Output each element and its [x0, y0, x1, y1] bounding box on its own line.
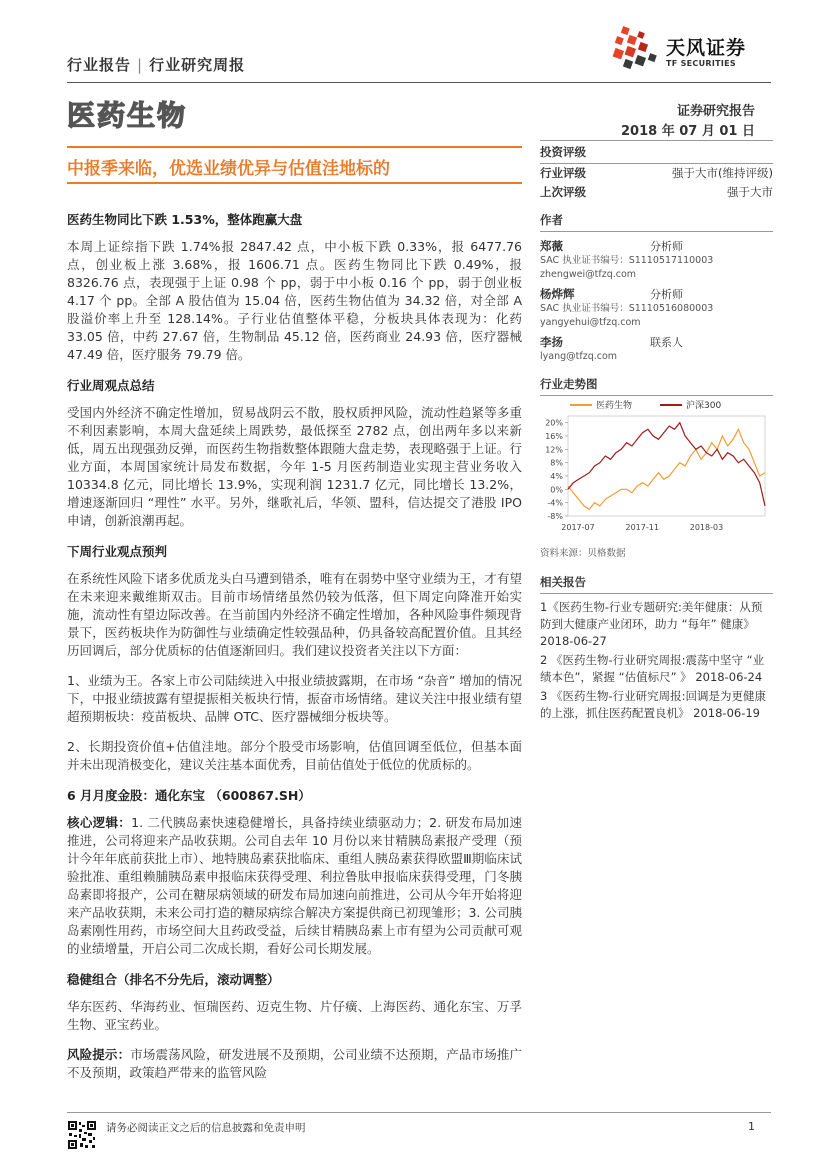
author-entry [540, 286, 773, 330]
author-cert: SAC 执业证书编号：S1110517110003 [540, 255, 714, 266]
x-tick-label: 2018-03 [689, 523, 724, 532]
section-body-portfolio: 华东医药、华海药业、恒瑞医药、迈克生物、片仔癀、上海医药、通化东宝、万孚生物、亚宝药业。 [67, 999, 522, 1032]
footer-divider [67, 1112, 771, 1113]
report-subtype-label: 行业研究周报 [149, 56, 246, 74]
author-role: 联系人 [650, 336, 683, 349]
author-email[interactable]: zhengwei@tfzq.com [540, 269, 637, 280]
author-name: 郑薇 [540, 239, 563, 253]
section-body-weekly: 本周上证综指下跌 1.74%报 2847.42 点，中小板下跌 0.33%，报 6477.76 点，创业板上涨 3.68%，报 1606.71 点。医药生物同比下跌 0.49%，报 8326.76 点，表现强于上证 0.98 个 pp，弱于中小板 0.16 个 pp，弱于创业板 4.17 个 pp。全部 A 股估值为 15.04 倍，医药生物估值为 34.32 倍，对全部 A 股溢价率上升至 128.14%。子行业估值整体平稳，分板块具体表现为：化药 33.05 倍，中药 27.67 倍，生物制品 45.12 倍，医药商业 24.93 倍，医疗器械 47.49 倍，医疗服务 79.79 倍。 [67, 239, 522, 362]
y-tick-label: -4% [547, 498, 563, 508]
rating-row-current [540, 164, 773, 183]
y-tick-label: 16% [545, 432, 563, 441]
author-entry [540, 238, 773, 282]
trend-block [540, 376, 773, 396]
rating-divider-top [540, 140, 773, 141]
industry-title: 医药生物 [67, 99, 188, 132]
section-body-forecast: 在系统性风险下诸多优质龙头白马遭到错杀，唯有在弱势中坚守业绩为王，才有望在未来迎来戴维斯双击。目前市场情绪虽然仍较为低落，但下周定向降准开始实施，流动性有望边际改善。在当前国内外经济不确定性增加，各种风险事件频现背景下，医药板块作为防御性与业绩确定性较强品种，仍具备较高配置价值。且其经历回调后，部分优质标的估值逐渐回归。我们建议投资者关注以下方面： [67, 571, 522, 658]
main-content [67, 210, 522, 1094]
related-title: 相关报告 [540, 575, 586, 589]
legend-label: 沪深300 [686, 401, 722, 411]
author-name: 李扬 [540, 335, 563, 349]
plot-frame [568, 416, 765, 516]
author-email[interactable]: lyang@tfzq.com [540, 351, 618, 362]
x-tick-label: 2017-11 [625, 523, 659, 532]
title-divider-bottom [67, 182, 522, 184]
header-divider [67, 82, 771, 83]
author-name: 杨烨辉 [540, 287, 575, 301]
risk-warning [67, 1046, 522, 1082]
section-body-golden-stock [67, 814, 522, 958]
author-role: 分析师 [650, 240, 683, 253]
related-divider [540, 593, 773, 594]
related-report-item[interactable]: 1《医药生物-行业专题研究:美年健康：从预防到大健康产业闭环，助力 “每年” 健康》 2018-06-27 [540, 600, 763, 648]
rating-value: 强于大市(维持评级) [672, 166, 773, 180]
y-tick-label: 8% [550, 458, 563, 468]
rating-value: 强于大市 [727, 185, 773, 199]
author-email[interactable]: yangyehui@tfzq.com [540, 317, 641, 328]
x-tick-label: 2017-07 [561, 523, 595, 532]
industry-trend-chart [540, 396, 773, 536]
y-tick-label: 20% [545, 418, 563, 428]
rating-title: 投资评级 [540, 145, 586, 159]
author-role: 分析师 [650, 288, 683, 301]
core-logic-label: 核心逻辑： [67, 815, 132, 830]
author-entry [540, 334, 773, 364]
risk-warning-text: 市场震荡风险，研发进展不及预期，公司业绩不达预期，产品市场推广不及预期，政策趋严带来的监管风险 [67, 1047, 522, 1080]
brand-sub: TF SECURITIES [666, 59, 736, 68]
rating-block [540, 140, 773, 202]
authors-title: 作者 [540, 213, 563, 227]
y-tick-label: 12% [545, 445, 563, 455]
related-report-item[interactable]: 3 《医药生物-行业研究周报:回调是为更健康的上涨，抓住医药配置良机》 2018-06-19 [540, 689, 766, 720]
rating-label: 上次评级 [540, 185, 586, 199]
authors-divider [540, 231, 773, 232]
section-body-forecast-point2: 2、长期投资价值+估值洼地。部分个股受市场影响，估值回调至低位，但基本面并未出现消极变化，建议关注基本面优秀，目前估值处于低位的优质标的。 [67, 739, 522, 772]
y-tick-label: 4% [550, 472, 563, 481]
report-title: 中报季来临，优选业绩优异与估值洼地标的 [67, 159, 390, 179]
report-type-label: 行业报告 [67, 56, 132, 74]
section-title-forecast: 下周行业观点预判 [67, 544, 168, 559]
related-report-item[interactable]: 2 《医药生物-行业研究周报:震荡中坚守 “业绩本色”，紧握 “估值标尺” 》 2018-06-24 [540, 653, 765, 684]
y-tick-label: -8% [547, 512, 563, 521]
core-logic-text: 1. 二代胰岛素快速稳健增长，具备持续业绩驱动力；2. 研发布局加速推进，公司将迎来产品收获期。公司自去年 10 月份以来甘精胰岛素报产受理（预计今年年底前获批上市）、地特胰岛素获批临床、重组人胰岛素获得欧盟Ⅲ期临床试验批准、重组赖脯胰岛素申报临床获得受理、利拉鲁肽申报临床获得受理，门冬胰岛素即将报产，公司在糖尿病领域的研发布局加速向前推进，公司从今年开始将迎来产品收获期，未来公司打造的糖尿病综合解决方案提供商已初现雏形；3. 公司胰岛素刚性用药，市场空间大且药政受益，后续甘精胰岛素上市有望为公司贡献可观的业绩增量，开启公司二次成长期，看好公司长期发展。 [67, 815, 522, 956]
report-kind: 证券研究报告 [676, 104, 755, 119]
y-tick-label: 0% [550, 485, 563, 495]
legend-label: 医药生物 [596, 401, 633, 411]
section-body-forecast-point1: 1、业绩为王。各家上市公司陆续进入中报业绩披露期，在市场 “杂音” 增加的情况下，中报业绩披露有望提振相关板块行情，振奋市场情绪。建议关注中报业绩有望超预期板块：疫苗板块、品牌 OTC、医疗器械细分板块等。 [67, 673, 522, 724]
section-title-summary: 行业周观点总结 [67, 378, 155, 393]
brand-name: 天风证券 [666, 37, 747, 59]
related-block [540, 574, 773, 724]
trend-title: 行业走势图 [540, 377, 598, 391]
section-title-portfolio: 稳健组合（排名不分先后，滚动调整） [67, 972, 280, 987]
authors-block [540, 212, 773, 364]
rating-row-previous [540, 183, 773, 202]
separator: | [137, 56, 144, 74]
section-title-golden-stock: 6 月月度金股：通化东宝 （600867.SH） [67, 788, 311, 803]
report-type [67, 54, 245, 75]
disclaimer-note: 请务必阅读正文之后的信息披露和免责申明 [106, 1122, 306, 1134]
rating-label: 行业评级 [540, 166, 586, 180]
author-cert: SAC 执业证书编号：S1110516080003 [540, 303, 714, 314]
series-line-1 [568, 429, 765, 509]
qr-code-icon[interactable] [67, 1120, 97, 1150]
page-number: 1 [748, 1120, 755, 1133]
section-title-weekly: 医药生物同比下跌 1.53%，整体跑赢大盘 [67, 212, 303, 227]
risk-warning-label: 风险提示： [67, 1047, 131, 1062]
section-body-summary: 受国内外经济不确定性增加，贸易战阴云不散，股权质押风险，流动性趋紧等多重不利因素影响，本周大盘延续上周跌势，最低探至 2782 点，创出两年多以来新低，周五出现强劲反弹，而医药生物指数整体跟随大盘走势，表现略强于上证。行业方面，本周国家统计局发布数据，今年 1-5 月医药制造业实现主营业务收入 10334.8 亿元，同比增长 13.9%，实现利润 1231.7 亿元，同比增长 13.2%，增速逐渐回归 “理性” 水平。另外，继歌礼后，华领、盟科，信达提交了港股 IPO 申请，创新浪潮再起。 [67, 405, 522, 528]
related-list [540, 599, 773, 722]
title-divider-top [67, 146, 522, 148]
chart-source: 资料来源：贝格数据 [540, 548, 626, 559]
report-date: 2018 年 07 月 01 日 [621, 124, 755, 139]
